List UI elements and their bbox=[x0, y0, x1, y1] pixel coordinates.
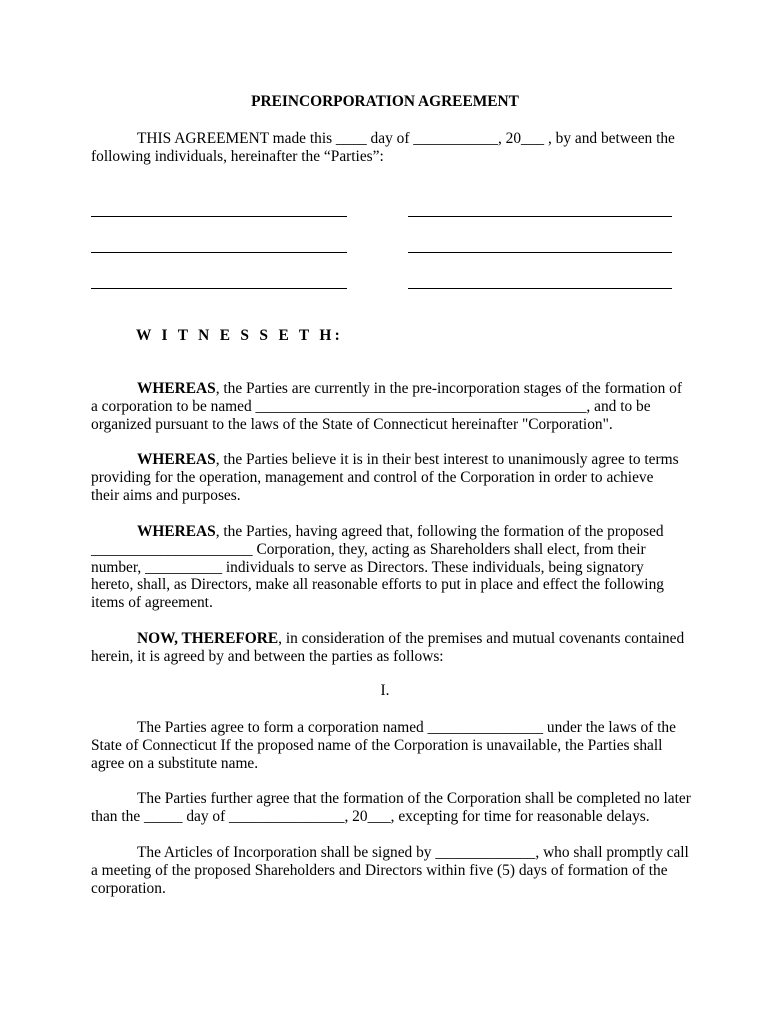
clause-2-line-1: The Parties further agree that the formation of the Corporation shall be completed no later bbox=[137, 790, 691, 807]
now-therefore-lead: NOW, THEREFORE bbox=[137, 630, 279, 647]
whereas-1-line-1 bbox=[91, 380, 691, 398]
clause-1-line-2: State of Connecticut If the proposed name of the Corporation is unavailable, the Parties shall bbox=[91, 736, 663, 754]
party-signature-line-2[interactable] bbox=[408, 216, 672, 217]
clause-1-line-3: agree on a substitute name. bbox=[91, 754, 259, 772]
whereas-3-line-1 bbox=[91, 523, 691, 541]
now-therefore-paragraph bbox=[91, 630, 691, 666]
clause-2-line-2: than the _____ day of _______________, 20___, excepting for time for reasonable delays. bbox=[91, 807, 650, 825]
whereas-paragraph-1 bbox=[91, 380, 691, 433]
whereas-3-lead: WHEREAS bbox=[137, 523, 216, 540]
whereas-paragraph-3 bbox=[91, 523, 691, 612]
whereas-3-line-5: items of agreement. bbox=[91, 594, 213, 612]
clause-paragraph-3 bbox=[91, 844, 691, 897]
whereas-1-line-1-text: , the Parties are currently in the pre-incorporation stages of the formation of bbox=[215, 380, 682, 397]
whereas-2-line-2: providing for the operation, management and control of the Corporation in order to achieve bbox=[91, 468, 654, 486]
whereas-3-line-4: hereto, shall, as Directors, make all reasonable efforts to put in place and effect the following bbox=[91, 576, 664, 594]
whereas-1-lead: WHEREAS bbox=[137, 380, 216, 397]
party-signature-line-6[interactable] bbox=[408, 288, 672, 289]
party-signature-line-5[interactable] bbox=[91, 288, 347, 289]
clause-1-line-1: The Parties agree to form a corporation named _______________ under the laws of the bbox=[137, 719, 676, 736]
whereas-3-line-3: number, __________ individuals to serve as Directors. These individuals, being signatory bbox=[91, 558, 644, 576]
now-therefore-line-1 bbox=[91, 630, 691, 648]
whereas-3-line-1-text: , the Parties, having agreed that, following the formation of the proposed bbox=[215, 523, 664, 540]
whereas-2-line-3: their aims and purposes. bbox=[91, 486, 241, 504]
whereas-2-line-1 bbox=[91, 451, 691, 469]
document-title: PREINCORPORATION AGREEMENT bbox=[251, 93, 519, 110]
party-signature-line-4[interactable] bbox=[408, 252, 672, 253]
whereas-1-line-3: organized pursuant to the laws of the State of Connecticut hereinafter "Corporation". bbox=[91, 415, 613, 433]
intro-line-2: following individuals, hereinafter the “Parties”: bbox=[91, 147, 384, 165]
section-number: I. bbox=[380, 682, 390, 699]
whereas-1-line-2: a corporation to be named ___________________________________________, and to be bbox=[91, 397, 651, 415]
now-therefore-line-1-text: , in consideration of the premises and mutual covenants contained bbox=[278, 630, 685, 647]
clause-3-line-3: corporation. bbox=[91, 879, 166, 897]
intro-line-1: THIS AGREEMENT made this ____ day of ___________, 20___ , by and between the bbox=[137, 130, 675, 147]
party-signature-line-3[interactable] bbox=[91, 252, 347, 253]
clause-3-line-2: a meeting of the proposed Shareholders and Directors within five (5) days of formation of the bbox=[91, 861, 668, 879]
whereas-paragraph-2 bbox=[91, 451, 691, 504]
clause-paragraph-2 bbox=[91, 790, 691, 826]
clause-3-line-1: The Articles of Incorporation shall be signed by _____________, who shall promptly call bbox=[137, 844, 689, 861]
party-signature-line-1[interactable] bbox=[91, 216, 347, 217]
whereas-2-line-1-text: , the Parties believe it is in their best interest to unanimously agree to terms bbox=[215, 451, 679, 468]
whereas-2-lead: WHEREAS bbox=[137, 451, 216, 468]
witnesseth-heading: W I T N E S S E T H: bbox=[136, 327, 344, 344]
clause-paragraph-1 bbox=[91, 719, 691, 772]
now-therefore-line-2: herein, it is agreed by and between the parties as follows: bbox=[91, 647, 444, 665]
whereas-3-line-2: _____________________ Corporation, they, acting as Shareholders shall elect, from their bbox=[91, 540, 646, 558]
intro-paragraph bbox=[91, 130, 691, 166]
